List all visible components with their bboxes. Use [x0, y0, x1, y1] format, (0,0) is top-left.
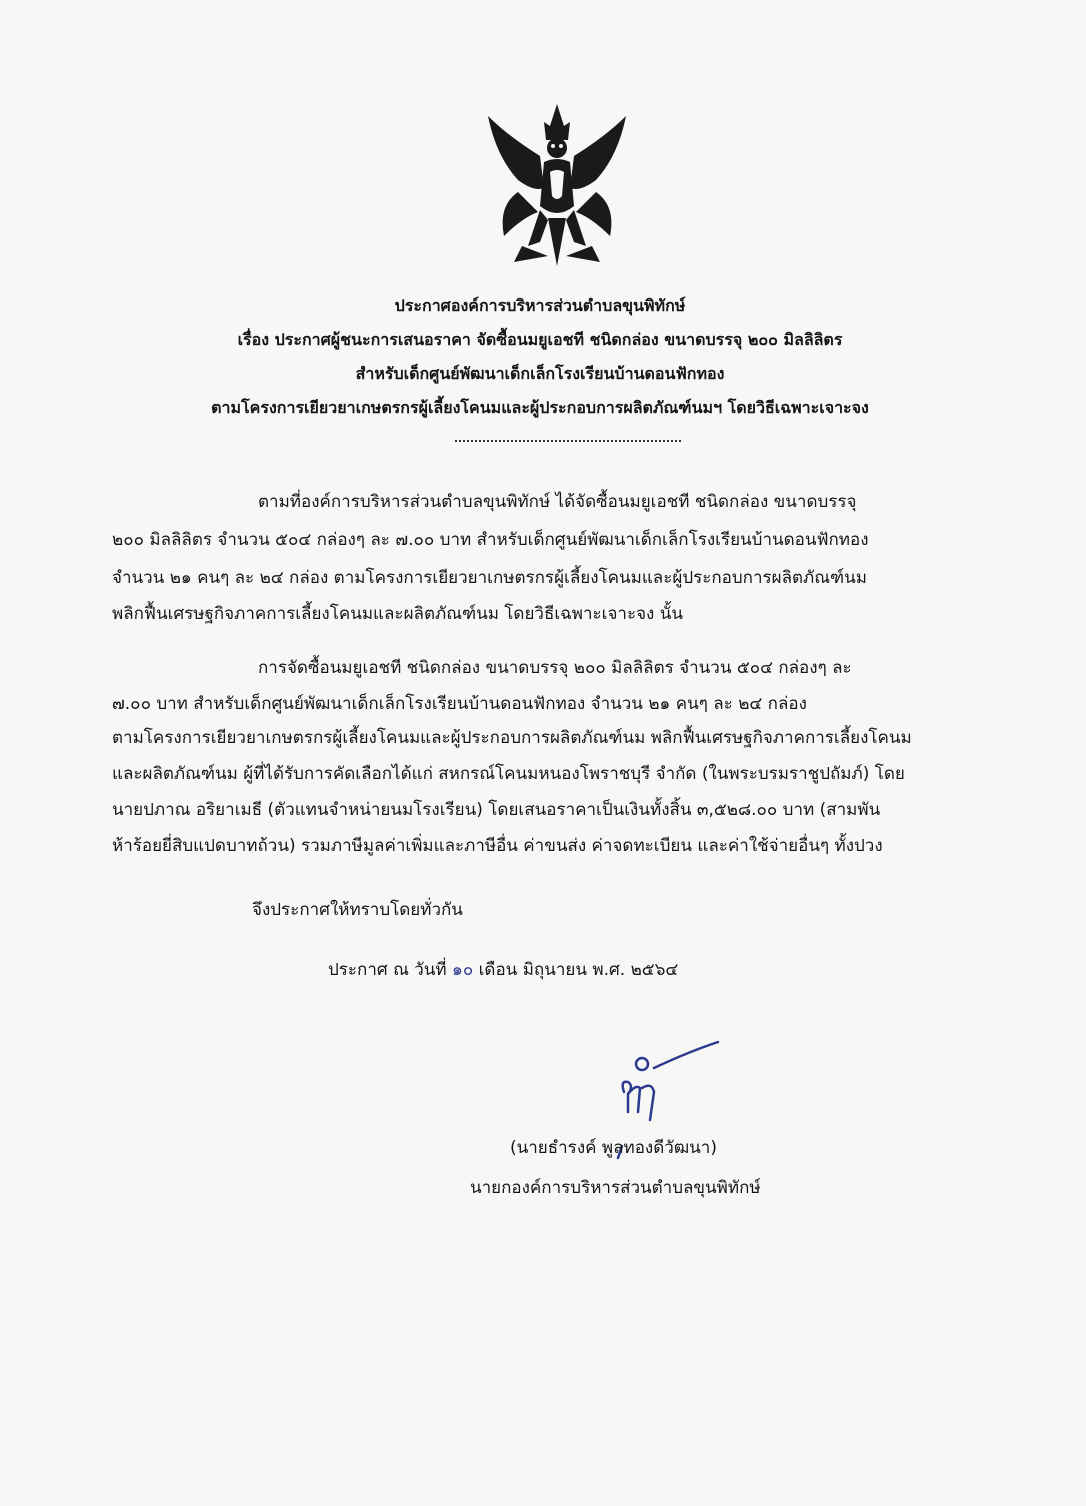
date-prefix: ประกาศ ณ วันที่: [328, 960, 447, 980]
paragraph2-line: ตามโครงการเยียวยาเกษตรกรผู้เลี้ยงโคนมและผู้ประกอบการผลิตภัณฑ์นม พลิกฟื้นเศรษฐกิจภาคการเลี้ยงโคนม: [112, 728, 912, 748]
announcement-title: ประกาศองค์การบริหารส่วนตำบลขุนพิทักษ์: [394, 296, 686, 315]
paragraph2-line: นายปภาณ อริยาเมธี (ตัวแทนจำหน่ายนมโรงเรียน) โดยเสนอราคาเป็นเงินทั้งสิ้น ๓,๕๒๘.๐๐ บาท (สามพัน: [112, 800, 881, 820]
announcement-date: [328, 956, 678, 983]
date-day-handwritten: ๑๐: [452, 960, 474, 980]
paragraph2-line: ๗.๐๐ บาท สำหรับเด็กศูนย์พัฒนาเด็กเล็กโรงเรียนบ้านดอนฟักทอง จำนวน ๒๑ คนๆ ละ ๒๔ กล่อง: [112, 694, 807, 714]
date-suffix: เดือน มิถุนายน พ.ศ. ๒๕๖๔: [478, 960, 679, 980]
paragraph1-line: ๒๐๐ มิลลิลิตร จำนวน ๕๐๔ กล่องๆ ละ ๗.๐๐ บาท สำหรับเด็กศูนย์พัฒนาเด็กเล็กโรงเรียนบ้านดอนฟักทอง: [112, 530, 869, 550]
paragraph1-line: พลิกฟื้นเศรษฐกิจภาคการเลี้ยงโคนมและผลิตภัณฑ์นม โดยวิธีเฉพาะเจาะจง นั้น: [112, 604, 683, 624]
paragraph2-line: การจัดซื้อนมยูเอชที ชนิดกล่อง ขนาดบรรจุ ๒๐๐ มิลลิลิตร จำนวน ๕๐๔ กล่องๆ ละ: [258, 658, 852, 678]
signatory-name: (นายธำรงค์ พูลทองดีวัฒนา): [510, 1138, 717, 1158]
announcement-heading-line-4: ตามโครงการเยียวยาเกษตรกรผู้เลี้ยงโคนมและผู้ประกอบการผลิตภัณฑ์นมฯ โดยวิธีเฉพาะเจาะจง: [211, 398, 869, 417]
paragraph1-line: ตามที่องค์การบริหารส่วนตำบลขุนพิทักษ์ ได้จัดซื้อนมยูเอชที ชนิดกล่อง ขนาดบรรจุ: [258, 492, 857, 512]
announcement-subject: เรื่อง ประกาศผู้ชนะการเสนอราคา จัดซื้อนมยูเอชที ชนิดกล่อง ขนาดบรรจุ ๒๐๐ มิลลิลิตร: [237, 330, 843, 349]
garuda-emblem-icon: [478, 96, 636, 272]
signatory-position: นายกองค์การบริหารส่วนตำบลขุนพิทักษ์: [470, 1178, 761, 1198]
paragraph1-line: จำนวน ๒๑ คนๆ ละ ๒๔ กล่อง ตามโครงการเยียวยาเกษตรกรผู้เลี้ยงโคนมและผู้ประกอบการผลิตภัณฑ์นม: [112, 568, 867, 588]
announcement-heading-line-3: สำหรับเด็กศูนย์พัฒนาเด็กเล็กโรงเรียนบ้านดอนฟักทอง: [355, 364, 725, 383]
paragraph2-line: และผลิตภัณฑ์นม ผู้ที่ได้รับการคัดเลือกได้แก่ สหกรณ์โคนมหนองโพราชบุรี จำกัด (ในพระบรมราชูปถัมภ์) โดย: [112, 764, 905, 784]
paragraph2-line: ห้าร้อยยี่สิบแปดบาทถ้วน) รวมภาษีมูลค่าเพิ่มและภาษีอื่น ค่าขนส่ง ค่าจดทะเบียน และค่าใช้จ่ายอื่นๆ ทั้งปวง: [112, 836, 883, 856]
closing-statement: จึงประกาศให้ทราบโดยทั่วกัน: [252, 900, 463, 920]
dotted-separator: [455, 440, 681, 442]
